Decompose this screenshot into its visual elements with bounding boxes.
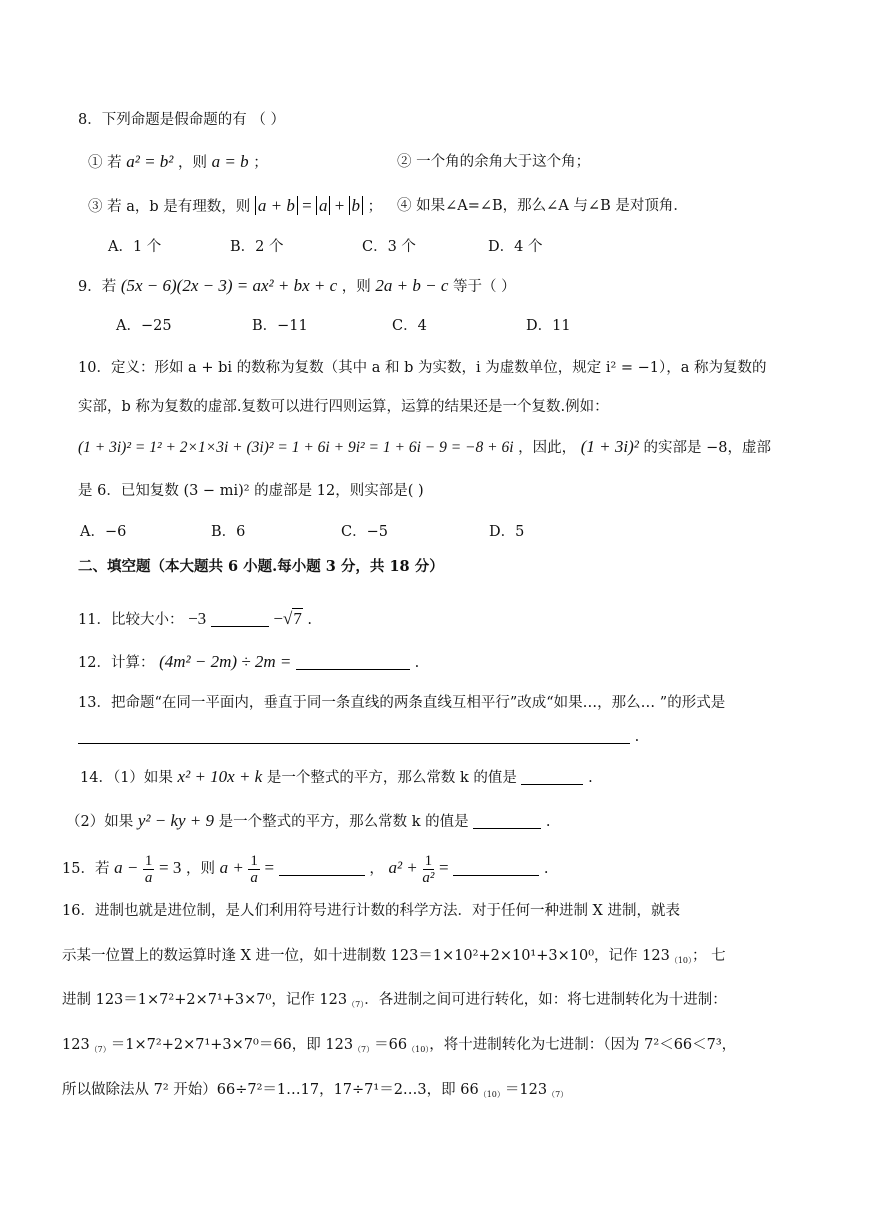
q8-option-1: ① 若 a² = b² ，则 a = b ； (88, 152, 268, 171)
q16-line-5: 所以做除法从 7² 开始）66÷7²＝1…17，17÷7¹＝2…3，即 $66_{(10)}=123_{(7)}$ (62, 1082, 569, 1099)
q9-choice-c: C．4 (392, 318, 427, 334)
q14-part-1: 14．（1）如果 x² + 10x + k 是一个整式的平方，那么常数 k 的值是 . (80, 767, 593, 786)
q8-option-2: ② 一个角的余角大于这个角； (397, 154, 591, 170)
section-2-heading: 二、填空题（本大题共 6 小题.每小题 3 分，共 18 分） (78, 558, 444, 575)
q10-line-2: 实部，b 称为复数的虚部.复数可以进行四则运算，运算的结果还是一个复数.例如： (78, 399, 609, 415)
q10-choice-c: C．−5 (341, 524, 388, 540)
q10-line-4: 是 6．已知复数 (3 − mi)² 的虚部是 12，则实部是( ) (78, 483, 424, 499)
q9-stem: 9．若 (5x − 6)(2x − 3) = ax² + bx + c ，则 2a + b − c 等于（ ） (78, 276, 516, 295)
q10-choice-a: A．−6 (80, 524, 127, 540)
q12: 12．计算： (4m² − 2m) ÷ 2m = . (78, 652, 420, 671)
q15: 15．若 a − $\frac{1}{a}$ = 3 ，则 a + $\frac{1}{a}$ = ， a² + $\frac{1}{\text{a²}}$ = . (62, 852, 549, 886)
q13-answer-blank[interactable] (78, 727, 630, 744)
q10-line-1: 10．定义：形如 a + bi 的数称为复数（其中 a 和 b 为实数，i 为虚数单位，规定 i² = −1），a 称为复数的 (78, 360, 767, 376)
q12-answer-blank[interactable] (296, 653, 410, 670)
q16-line-2: 示某一位置上的数运算时逢 X 进一位，如十进制数 123＝1×10²+2×10¹+3×10⁰，记作 $123_{(10)}$； 七 (62, 948, 726, 965)
q16-line-1: 16．进制也就是进位制，是人们利用符号进行计数的科学方法．对于任何一种进制 X 进制，就表 (62, 903, 680, 919)
q8-choice-c: C．3 个 (362, 239, 416, 255)
q9-choice-d: D．11 (526, 318, 571, 334)
q10-choice-b: B．6 (211, 524, 246, 540)
q11: 11．比较大小： −3 −√7 . (78, 609, 313, 628)
q14-part-2: （2）如果 y² − ky + 9 是一个整式的平方，那么常数 k 的值是 . (66, 811, 551, 830)
q15-blank-1[interactable] (279, 859, 365, 876)
q10-line-3: (1 + 3i)² = 1² + 2×1×3i + (3i)² = 1 + 6i + 9i² = 1 + 6i − 9 = −8 + 6i ，因此， (1 + 3i)² 的实部是 −8，虚部 (78, 437, 771, 456)
q8-option-4: ④ 如果∠A=∠B，那么∠A 与∠B 是对顶角． (397, 198, 688, 214)
q8-choice-d: D．4 个 (488, 239, 543, 255)
q16-line-4: $123_{(7)}=1\times 7^2+2\times 7^1+3\times 7^0=66$，即 $123_{(7)}=66_{(10)}$，将十进制转化为七进制：（因为 7²＜66＜7³， (62, 1037, 737, 1054)
q10-choice-d: D．5 (489, 524, 525, 540)
q9-choice-b: B．−11 (252, 318, 308, 334)
q8-choice-b: B．2 个 (230, 239, 284, 255)
q14-part-1-blank[interactable] (521, 768, 583, 785)
q15-blank-2[interactable] (453, 859, 539, 876)
q13-text: 13．把命题“在同一平面内，垂直于同一条直线的两条直线互相平行”改成“如果…，那么… ”的形式是 (78, 695, 726, 711)
q8-choice-a: A．1 个 (108, 239, 162, 255)
q13-answer: . (78, 727, 639, 747)
q8-stem: 8．下列命题是假命题的有 （ ） (78, 112, 285, 128)
q9-choice-a: A．−25 (116, 318, 172, 334)
q8-option-3: ③ 若 a，b 是有理数，则 a + b = a + b ； (88, 196, 383, 215)
q11-answer-blank[interactable] (211, 610, 269, 627)
q16-line-3: 进制 123＝1×7²+2×7¹+3×7⁰，记作 $123_{(7)}$．各进制之间可进行转化，如：将七进制转化为十进制： (62, 992, 727, 1009)
q14-part-2-blank[interactable] (473, 812, 541, 829)
